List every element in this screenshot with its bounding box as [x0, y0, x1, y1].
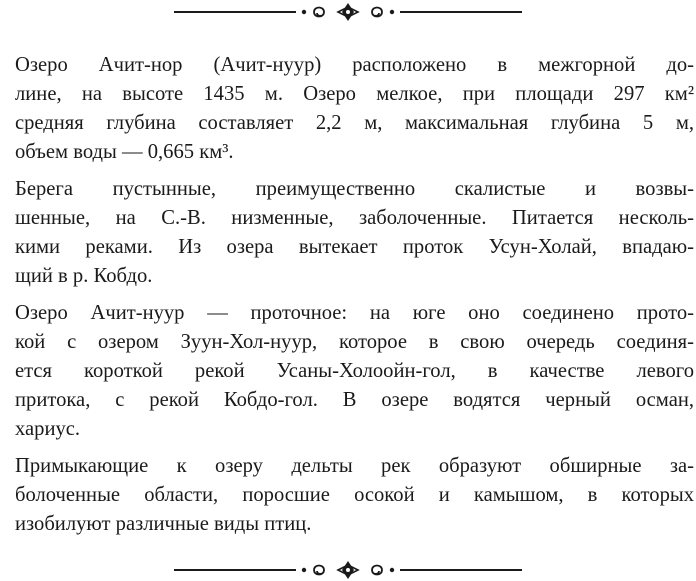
flourish-divider-icon — [168, 1, 528, 23]
text-line: изобилуют различные виды птиц. — [15, 513, 312, 535]
top-ornament-divider — [0, 1, 696, 23]
text-line: кой с озером Зуун-Хол-нуур, которое в свою очередь соединя- — [15, 331, 694, 353]
text-line: притока, с рекой Кобдо-гол. В озере водятся черный осман, — [15, 389, 694, 411]
text-line: ется короткой рекой Усаны-Холоойн-гол, в качестве левого — [15, 360, 694, 382]
bottom-ornament-divider — [0, 559, 696, 581]
paragraph-1 — [2, 51, 694, 167]
text-line: хариус. — [15, 418, 81, 440]
paragraph-3 — [2, 299, 694, 444]
text-line: объем воды — 0,665 км³. — [15, 141, 234, 163]
text-line: Берега пустынные, преимущественно скалистые и возвы- — [15, 178, 694, 200]
flourish-divider-icon — [168, 559, 528, 581]
text-line: лине, на высоте 1435 м. Озеро мелкое, при площади 297 км² — [15, 83, 694, 105]
text-line: кими реками. Из озера вытекает проток Усун-Холай, впадаю- — [15, 236, 694, 258]
text-line: шенные, на С.-В. низменные, заболоченные. Питается несколь- — [15, 207, 694, 229]
text-line: средняя глубина составляет 2,2 м, максимальная глубина 5 м, — [15, 112, 694, 134]
text-line: щий в р. Кобдо. — [15, 265, 153, 287]
text-line: болоченные области, поросшие осокой и камышом, в которых — [15, 484, 694, 506]
document-body — [2, 51, 694, 547]
text-line: Примыкающие к озеру дельты рек образуют обширные за- — [15, 455, 694, 477]
text-line: Озеро Ачит-нор (Ачит-нуур) расположено в межгорной до- — [15, 54, 694, 76]
paragraph-2 — [2, 175, 694, 291]
text-line: Озеро Ачит-нуур — проточное: на юге оно соединено прото- — [15, 302, 694, 324]
paragraph-4 — [2, 452, 694, 539]
